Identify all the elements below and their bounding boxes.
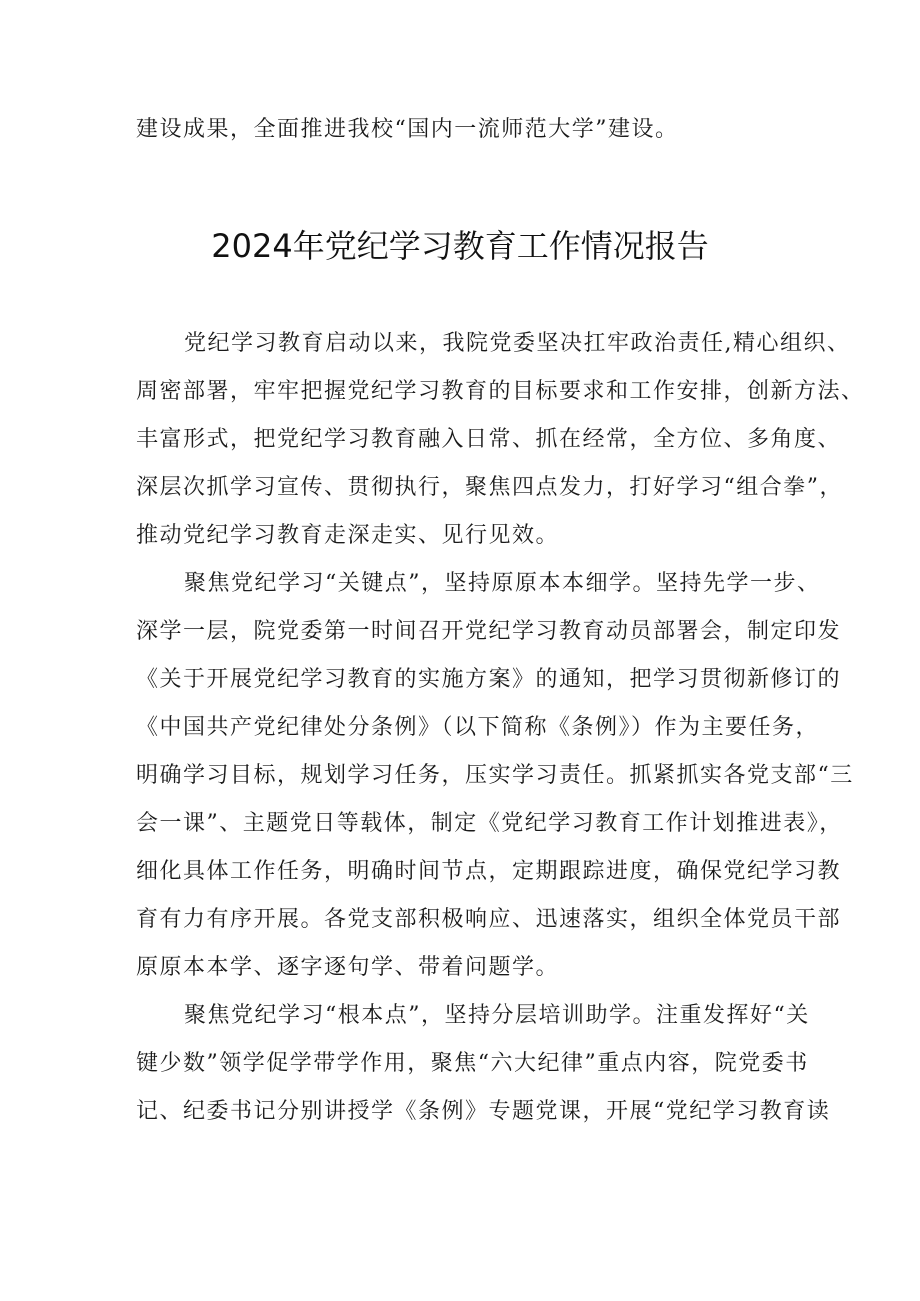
paragraph-line: 明确学习目标，规划学习任务，压实学习责任。抓紧抓实各党支部“三 bbox=[136, 763, 854, 788]
paragraph-line: 育有力有序开展。各党支部积极响应、迅速落实，组织全体党员干部 bbox=[136, 907, 842, 932]
paragraph-line: 丰富形式，把党纪学习教育融入日常、抓在经常，全方位、多角度、 bbox=[136, 427, 842, 452]
paragraph-line: 记、纪委书记分别讲授学《条例》专题党课，开展“党纪学习教育读 bbox=[136, 1099, 831, 1124]
paragraph-line: 细化具体工作任务，明确时间节点，定期跟踪进度，确保党纪学习教 bbox=[136, 859, 842, 884]
paragraph-line: 《中国共产党纪律处分条例》（以下简称《条例》）作为主要任务， bbox=[136, 715, 820, 740]
paragraph-line: 原原本本学、逐字逐句学、带着问题学。 bbox=[136, 955, 560, 980]
paragraph-line: 深层次抓学习宣传、贯彻执行，聚焦四点发力，打好学习“组合拳”， bbox=[136, 475, 843, 500]
paragraph-line: 党纪学习教育启动以来，我院党委坚决扛牢政治责任,精心组织、 bbox=[184, 331, 851, 356]
intro-line: 建设成果，全面推进我校“国内一流师范大学”建设。 bbox=[136, 117, 679, 142]
paragraph-line: 深学一层，院党委第一时间召开党纪学习教育动员部署会，制定印发 bbox=[136, 619, 842, 644]
paragraph-line: 会一课”、主题党日等载体，制定《党纪学习教育工作计划推进表》， bbox=[136, 811, 843, 836]
paragraph-line: 键少数”领学促学带学作用，聚焦“六大纪律”重点内容，院党委书 bbox=[136, 1051, 809, 1076]
paragraph-line: 聚焦党纪学习“根本点”，坚持分层培训助学。注重发挥好“关 bbox=[184, 1003, 810, 1028]
paragraph-line: 聚焦党纪学习“关键点”，坚持原原本本细学。坚持先学一步、 bbox=[184, 571, 821, 596]
paragraph-line: 周密部署，牢牢把握党纪学习教育的目标要求和工作安排，创新方法、 bbox=[136, 379, 865, 404]
report-title: 2024年党纪学习教育工作情况报告 bbox=[211, 227, 709, 265]
paragraph-line: 推动党纪学习教育走深走实、见行见效。 bbox=[136, 523, 560, 548]
paragraph-line: 《关于开展党纪学习教育的实施方案》的通知，把学习贯彻新修订的 bbox=[136, 667, 842, 692]
